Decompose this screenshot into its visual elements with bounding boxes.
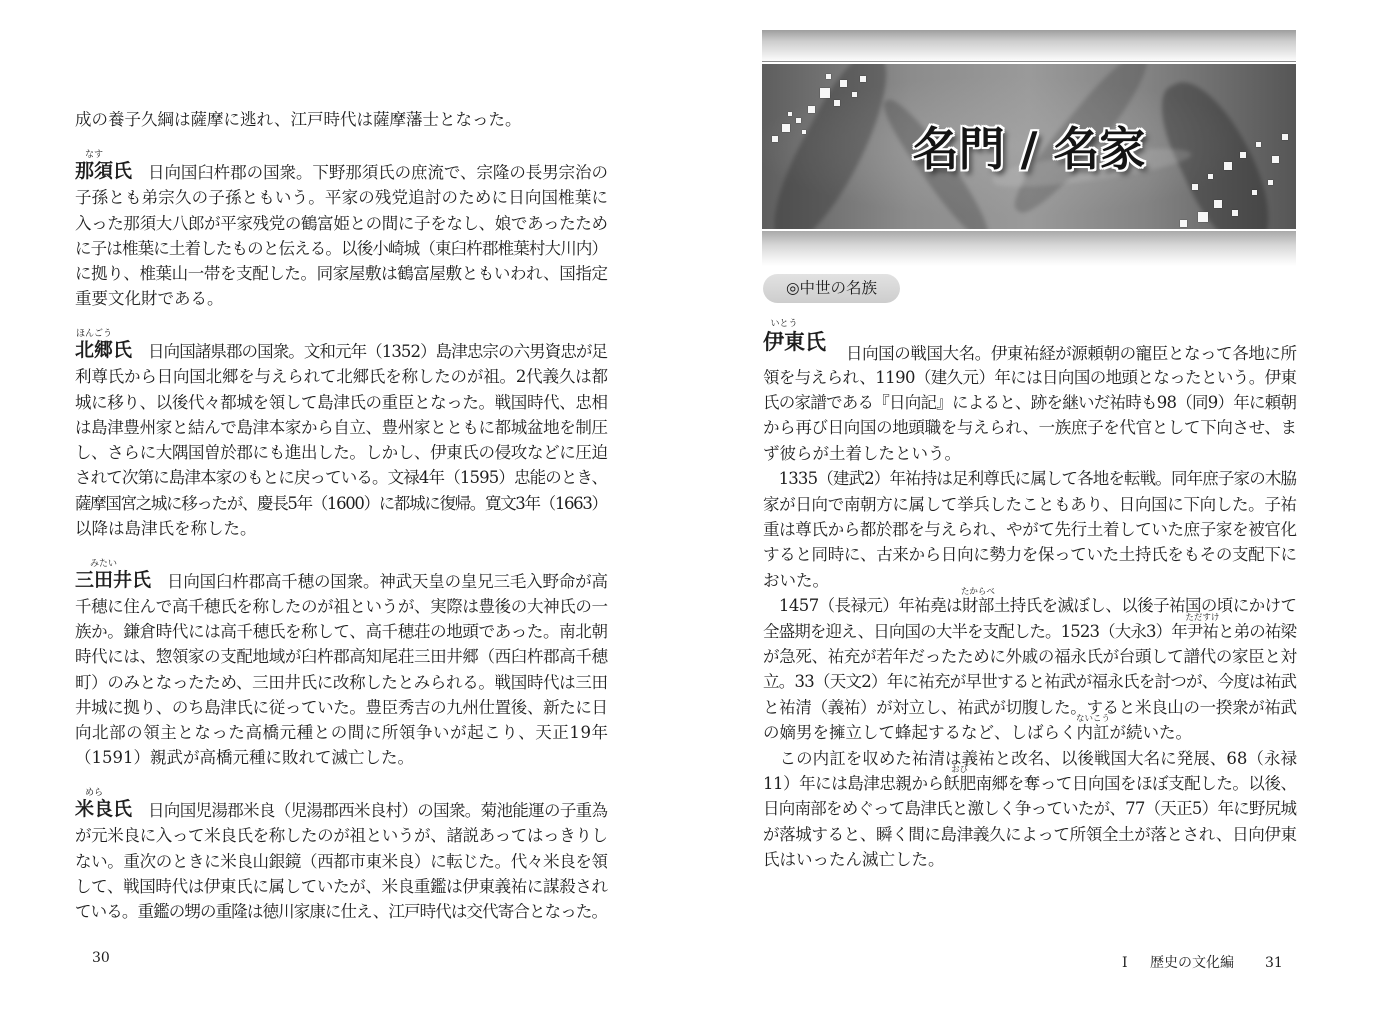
- family-entry: [75, 558, 609, 771]
- family-entry: [763, 319, 1298, 872]
- text-line: [75, 720, 608, 745]
- ruby-word: [75, 788, 114, 821]
- line-text: [75, 286, 224, 311]
- text-line: [75, 390, 608, 415]
- ruby-word: [75, 558, 133, 591]
- text-segment: 族か。鎌倉時代には高千穂氏を称して、高千穂荘の地頭であった。南北朝: [75, 622, 608, 642]
- text-line: [75, 329, 608, 364]
- sparkle-decoration: [1214, 200, 1222, 208]
- line-text: [763, 644, 1297, 669]
- ruby-word: [960, 587, 995, 616]
- text-line: [75, 619, 608, 644]
- text-line: [763, 466, 1297, 491]
- text-line: [763, 796, 1297, 821]
- ruby-base: 三田井: [75, 568, 133, 591]
- ruby-word: [763, 319, 805, 355]
- text-line: [75, 415, 608, 440]
- page-number-right: 31: [1265, 955, 1283, 971]
- ruby-annotation: たからべ: [960, 587, 995, 598]
- text-line: [75, 465, 608, 490]
- text-line: [75, 695, 608, 720]
- text-segment: と祐清（義祐）が対立し、祐武が切腹した。すると米良山の一揆衆が祐武: [763, 697, 1297, 717]
- ruby-base: 尹祐: [1186, 621, 1219, 641]
- line-text: [763, 796, 1296, 821]
- text-line: [75, 745, 608, 770]
- text-line: [75, 150, 608, 185]
- line-text: [763, 365, 1296, 390]
- text-segment: 千穂に住んで高千穂氏を称したのが祖というが、実際は豊後の大神氏の一: [75, 596, 608, 616]
- text-segment: （1591）親武が高橋元種に敗れて滅亡した。: [75, 748, 414, 768]
- text-line: [763, 764, 1297, 796]
- text-line: [75, 286, 608, 311]
- text-line: [75, 491, 608, 516]
- line-text: [763, 568, 829, 593]
- sparkle-decoration: [826, 74, 831, 79]
- sparkle-decoration: [860, 76, 866, 82]
- text-segment: 11）年には島津忠親から: [763, 773, 944, 793]
- line-text: [75, 364, 608, 389]
- entry-name-heading: [75, 329, 133, 363]
- line-text: [763, 542, 1297, 567]
- text-segment: から再び日向国の地頭職を与えられ、一族庶子を代官として下向させ、ま: [763, 418, 1297, 438]
- text-line: [763, 847, 1297, 872]
- ruby-annotation: ないこう: [1075, 714, 1110, 725]
- ruby-word: [75, 150, 114, 183]
- text-line: [75, 558, 608, 594]
- ruby-annotation: いとう: [770, 319, 798, 330]
- text-line: [763, 669, 1297, 694]
- banner-band: [762, 62, 1296, 231]
- line-text: [75, 107, 522, 132]
- text-line: [763, 695, 1297, 720]
- ruby-base: 飫肥: [943, 773, 976, 793]
- line-text: [75, 899, 607, 924]
- text-line: [75, 823, 608, 848]
- text-line: [763, 714, 1297, 745]
- text-segment: 南郷を奪って日向国をほぼ支配した。以後、: [975, 773, 1297, 793]
- line-text: [763, 390, 1296, 415]
- entry-name-heading: [763, 319, 826, 355]
- text-segment: されて次第に島津本家のもとに戻っている。文禄4年（1595）忠能のとき、: [75, 468, 608, 488]
- line-text: [75, 695, 608, 720]
- ruby-annotation: なす: [85, 150, 104, 161]
- ruby-annotation: ただすけ: [1185, 612, 1220, 623]
- text-segment: 町）のみとなったため、三田井氏に改称したとみられる。戦国時代は三田: [75, 672, 608, 692]
- sparkle-decoration: [820, 88, 830, 98]
- text-segment: 氏はいったん滅亡した。: [763, 850, 945, 870]
- text-segment: の嫡男を擁立して蜂起するなど、しばらく: [763, 723, 1077, 743]
- line-text: [75, 185, 608, 210]
- ruby-annotation: みたい: [90, 558, 118, 569]
- ruby-base: 伊東: [763, 329, 805, 355]
- text-segment: に子は椎葉に土着したものと伝える。以後小崎城（東臼杵郡椎葉村大川内）: [75, 238, 608, 258]
- text-segment: が元米良に入って米良氏を称したのが祖というが、諸説あってはっきりし: [75, 826, 608, 846]
- text-segment: ている。重鑑の甥の重隆は徳川家康に仕え、江戸時代は交代寄合となった。: [75, 902, 608, 922]
- text-line: [75, 899, 608, 924]
- text-segment: 城に移り、以後代々都城を領して島津氏の重臣となった。戦国時代、忠相: [75, 392, 608, 412]
- text-line: [763, 415, 1297, 440]
- ruby-word: [1185, 612, 1220, 641]
- text-segment: 時代には、惣領家の支配地域が臼杵郡高知尾荘三田井郷（西臼杵郡高千穂: [75, 647, 608, 667]
- text-segment: は島津豊州家と結んで島津本家から自立、豊州家とともに都城盆地を制圧: [75, 417, 608, 437]
- ruby-base: 内訌: [1076, 723, 1110, 743]
- line-text: [75, 516, 257, 541]
- line-text: [75, 619, 608, 644]
- line-text: [148, 339, 607, 364]
- line-text: [75, 465, 607, 490]
- text-segment: 向北部の領主となった高橋元種との間に所領争いが起こり、天正19年: [75, 723, 609, 743]
- line-text: [763, 612, 1297, 644]
- ruby-annotation: ほんごう: [76, 329, 113, 340]
- text-line: [763, 644, 1297, 669]
- line-text: [763, 466, 1296, 491]
- text-line: [75, 364, 608, 389]
- banner-title: 名門 / 名家: [912, 122, 1146, 176]
- text-segment: 日向国臼杵郡の国衆。下野那須氏の庶流で、宗隆の長男宗治の: [148, 163, 608, 183]
- text-segment: ない。重次のときに米良山銀鏡（西都市東米良）に転じた。代々米良を領: [75, 851, 608, 871]
- text-line: [763, 517, 1297, 542]
- line-text: [75, 415, 608, 440]
- line-text: [148, 160, 608, 185]
- text-segment: が落城すると、瞬く間に島津義久によって所領全土が落とされ、日向伊東: [763, 824, 1297, 844]
- text-line: [763, 492, 1297, 517]
- text-segment: 1457（長禄元）年祐堯は: [763, 596, 962, 616]
- text-segment: この内訌を収めた祐清は義祐と改名、以後戦国大名に発展、68（永禄: [763, 748, 1298, 768]
- text-line: [75, 849, 608, 874]
- line-text: [763, 764, 1297, 796]
- sparkle-decoration: [1198, 212, 1208, 222]
- page-number-left: 30: [92, 950, 110, 966]
- entry-name-heading: [75, 788, 133, 822]
- text-segment: 氏: [805, 329, 826, 355]
- line-text: [763, 492, 1297, 517]
- line-text: [763, 517, 1297, 542]
- banner-top-bar: [762, 30, 1296, 62]
- line-text: [75, 491, 607, 516]
- text-segment: 以降は島津氏を称した。: [75, 518, 257, 538]
- line-text: [75, 440, 608, 465]
- entry-name-heading: [75, 558, 152, 593]
- line-text: [75, 849, 608, 874]
- text-segment: 領を与えられ、1190（建久元）年には日向国の地頭となったという。伊東: [763, 367, 1297, 387]
- text-segment: 氏: [132, 568, 152, 591]
- sparkle-decoration: [1232, 210, 1238, 216]
- text-line: [75, 440, 608, 465]
- line-text: [763, 695, 1297, 720]
- text-segment: に拠り、椎葉山一帯を支配した。同家屋敷は鶴富屋敷ともいわれ、国指定: [75, 264, 608, 284]
- text-segment: して、戦国時代は伊東氏に属していたが、米良重鑑は伊東義祐に謀殺され: [75, 876, 608, 896]
- text-line: [763, 542, 1297, 567]
- text-segment: 立。33（天文2）年に祐充が早世すると祐武が福永氏を討つが、今度は祐武: [763, 672, 1297, 692]
- line-text: [763, 847, 945, 872]
- text-segment: 日向国児湯郡米良（児湯郡西米良村）の国衆。菊池能運の子重為: [148, 801, 608, 821]
- text-line: [763, 365, 1297, 390]
- text-segment: 井城に拠り、のち島津氏に従っていた。豊臣秀吉の九州仕置後、新たに日: [75, 697, 608, 717]
- sparkle-decoration: [788, 112, 792, 116]
- text-segment: と弟の祐梁: [1218, 621, 1297, 641]
- text-segment: 薩摩国宮之城に移ったが、慶長5年（1600）に都城に復帰。寛文3年（1663）: [75, 493, 607, 513]
- text-segment: 重は尊氏から都於郡を与えられ、やがて先行土着していた庶子家を被官化: [763, 520, 1297, 540]
- sparkle-decoration: [808, 106, 815, 113]
- banner-bottom-bar: [762, 231, 1296, 266]
- sparkle-decoration: [1252, 190, 1257, 195]
- text-segment: 日向国臼杵郡高千穂の国衆。神武天皇の皇兄三毛入野命が高: [167, 571, 608, 591]
- line-text: [763, 415, 1297, 440]
- text-segment: すると同時に、古来から日向に勢力を保っていた土持氏をもその支配下に: [763, 545, 1297, 565]
- family-entry: [75, 150, 609, 312]
- text-segment: が続いた。: [1109, 723, 1192, 743]
- line-text: [763, 746, 1297, 771]
- running-head-part: I: [1122, 955, 1128, 971]
- sparkle-decoration: [834, 100, 840, 106]
- text-segment: 氏: [113, 339, 133, 362]
- text-segment: 利尊氏から日向国北郷を与えられて北郷氏を称したのが祖。2代義久は都: [75, 367, 608, 387]
- text-line: [75, 516, 608, 541]
- line-text: [75, 720, 609, 745]
- line-text: [167, 569, 608, 594]
- ruby-word: [943, 764, 976, 793]
- text-segment: 日向国の戦国大名。伊東祐経が源頼朝の寵臣となって各地に所: [846, 344, 1297, 364]
- text-segment: 氏: [113, 798, 133, 821]
- text-line: [763, 568, 1297, 593]
- chapter-banner: [762, 30, 1296, 266]
- ruby-word: [1075, 714, 1110, 743]
- text-line: [75, 211, 608, 236]
- text-segment: 氏: [113, 160, 133, 183]
- text-line: [75, 874, 608, 899]
- line-text: [75, 211, 608, 236]
- line-text: [75, 390, 608, 415]
- sparkle-decoration: [1180, 220, 1187, 227]
- line-text: [148, 798, 607, 823]
- text-line: [75, 644, 608, 669]
- running-head-title: 歴史の文化編: [1150, 955, 1234, 971]
- text-segment: 子孫とも弟宗久の子孫ともいう。平家の残党追討のために日向国椎葉に: [75, 188, 609, 208]
- text-line: [763, 441, 1297, 466]
- line-text: [75, 670, 608, 695]
- sparkle-decoration: [1192, 184, 1198, 190]
- text-line: [75, 107, 608, 132]
- text-line: [763, 390, 1297, 415]
- section-label: ◎中世の名族: [763, 274, 900, 303]
- line-text: [763, 714, 1192, 745]
- text-segment: ず彼らが土着したという。: [763, 443, 961, 463]
- ruby-annotation: おび: [951, 764, 969, 775]
- line-text: [75, 874, 608, 899]
- line-text: [75, 594, 608, 619]
- line-text: [75, 745, 414, 770]
- text-segment: 重要文化財である。: [75, 289, 224, 309]
- line-text: [75, 261, 608, 286]
- text-segment: 全盛期を迎え、日向国の大半を支配した。1523（大永3）年: [763, 621, 1187, 641]
- text-line: [763, 319, 1297, 364]
- line-text: [75, 236, 607, 261]
- text-segment: 土持氏を滅ぼし、以後子祐国の頃にかけて: [993, 596, 1297, 616]
- line-text: [763, 441, 961, 466]
- line-text: [763, 822, 1297, 847]
- text-segment: 成の養子久綱は薩摩に逃れ、江戸時代は薩摩藩士となった。: [75, 110, 522, 130]
- left-page-text: [75, 107, 608, 924]
- text-segment: 氏の家譜である『日向記』によると、跡を継いだ祐時も98（同9）年に頼朝: [763, 393, 1297, 413]
- sparkle-decoration: [852, 92, 857, 97]
- line-text: [75, 823, 608, 848]
- text-segment: 入った那須大八郎が平家残党の鶴富姫との間に子をなし、娘であったため: [75, 213, 608, 233]
- text-line: [75, 185, 608, 210]
- text-segment: おいた。: [763, 570, 829, 590]
- right-page-text: [763, 319, 1298, 872]
- text-line: [75, 788, 608, 823]
- text-line: [75, 261, 608, 286]
- line-text: [846, 341, 1297, 366]
- text-line: [75, 236, 608, 261]
- text-line: [763, 822, 1297, 847]
- ruby-base: 米良: [75, 798, 114, 821]
- text-line: [75, 594, 608, 619]
- line-text: [75, 644, 608, 669]
- ruby-base: 北郷: [75, 339, 114, 362]
- ruby-annotation: めら: [85, 788, 104, 799]
- text-segment: 日向南部をめぐって島津氏と激しく争っていたが、77（天正5）年に野尻城: [763, 799, 1297, 819]
- family-entry: [75, 329, 608, 541]
- text-segment: が急死、祐充が若年だったために外戚の福永氏が台頭して譜代の家臣と対: [763, 646, 1297, 666]
- ruby-base: 那須: [75, 160, 114, 183]
- sparkle-decoration: [840, 80, 847, 87]
- text-segment: 1335（建武2）年祐持は足利尊氏に属して各地を転戦。同年庶子家の木脇: [763, 469, 1297, 489]
- ruby-base: 財部: [961, 596, 994, 616]
- text-segment: し、さらに大隅国曽於郡にも進出した。しかし、伊東氏の侵攻などに圧迫: [75, 443, 608, 463]
- text-line: [75, 670, 608, 695]
- text-segment: 家が日向で南朝方に属して挙兵したこともあり、日向国に下向した。子祐: [763, 494, 1297, 514]
- text-segment: 日向国諸県郡の国衆。文和元年（1352）島津忠宗の六男資忠が足: [148, 342, 608, 362]
- entry-name-heading: [75, 150, 133, 184]
- opening-paragraph: [75, 107, 608, 132]
- family-entry: [75, 788, 608, 924]
- text-line: [763, 746, 1297, 771]
- line-text: [763, 669, 1296, 694]
- text-line: [763, 612, 1297, 644]
- ruby-word: [75, 329, 114, 362]
